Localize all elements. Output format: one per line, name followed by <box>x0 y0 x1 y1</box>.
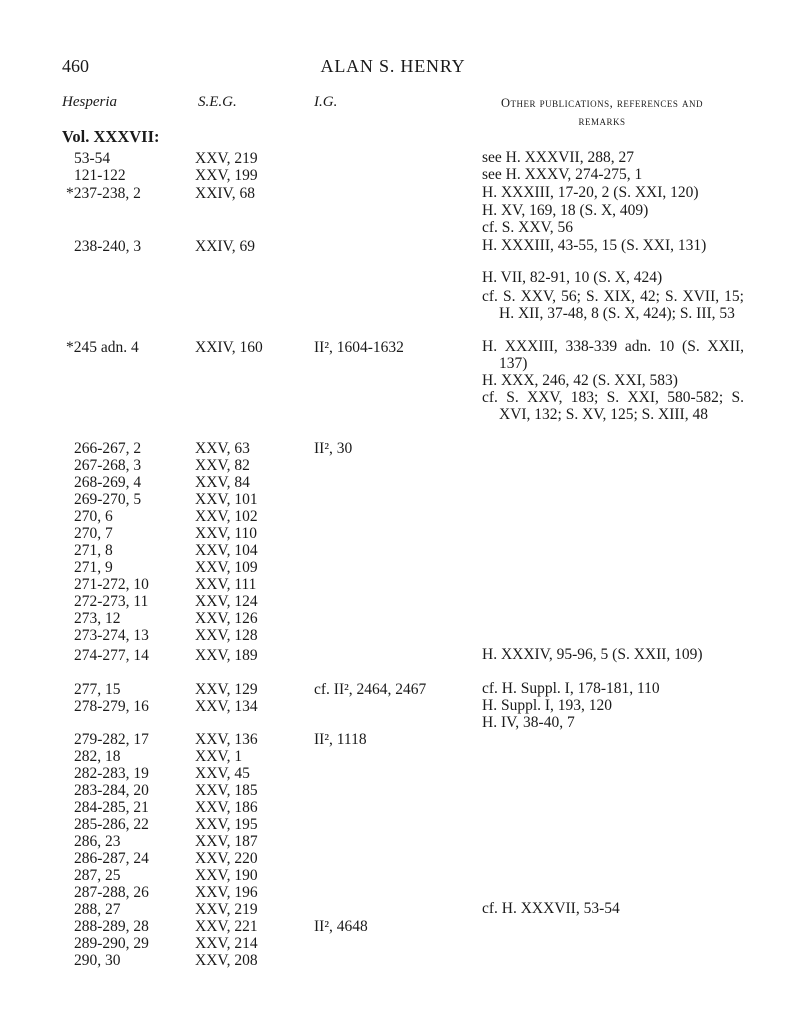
seg-cell: XXV, 45 <box>195 765 250 782</box>
seg-cell: XXV, 185 <box>195 782 258 799</box>
column-header-seg: S.E.G. <box>198 94 237 110</box>
hesperia-cell: 268-269, 4 <box>74 474 142 491</box>
hesperia-cell: 278-279, 16 <box>74 698 149 715</box>
hesperia-cell: 283-284, 20 <box>74 782 149 799</box>
seg-cell: XXV, 102 <box>195 508 258 525</box>
remarks-cell: H. Suppl. I, 193, 120 <box>482 697 613 714</box>
hesperia-cell: 279-282, 17 <box>74 731 149 748</box>
hesperia-cell: 288-289, 28 <box>74 918 149 935</box>
running-head: ALAN S. HENRY <box>320 56 466 76</box>
seg-cell: XXV, 129 <box>195 681 258 698</box>
hesperia-cell: *245 adn. 4 <box>66 339 139 356</box>
hesperia-cell: 121-122 <box>74 167 126 184</box>
seg-cell: XXV, 126 <box>195 610 258 627</box>
hesperia-cell: 271, 9 <box>74 559 113 576</box>
volume-label-text: Vol. XXXVII: <box>62 127 160 146</box>
seg-cell: XXV, 84 <box>195 474 250 491</box>
hesperia-cell: 286, 23 <box>74 833 121 850</box>
seg-cell: XXV, 109 <box>195 559 258 576</box>
hesperia-cell: 286-287, 24 <box>74 850 149 867</box>
seg-cell: XXV, 104 <box>195 542 258 559</box>
hesperia-cell: 288, 27 <box>74 901 121 918</box>
remarks-cell: cf. H. XXXVII, 53-54 <box>482 900 620 917</box>
hesperia-cell: 269-270, 5 <box>74 491 142 508</box>
seg-cell: XXIV, 68 <box>195 185 255 202</box>
seg-cell: XXV, 199 <box>195 167 258 184</box>
hesperia-cell: 270, 7 <box>74 525 113 542</box>
ig-cell: II², 30 <box>314 440 353 457</box>
remarks-cell: cf. S. XXV, 56; S. XIX, 42; S. XVII, 15; H. XII, 37-48, 8 (S. X, 424); S. III, 53 <box>482 288 744 322</box>
hesperia-cell: 267-268, 3 <box>74 457 142 474</box>
hesperia-cell: 287-288, 26 <box>74 884 149 901</box>
remarks-cell: see H. XXXVII, 288, 27 <box>482 149 634 166</box>
remarks-cell: H. IV, 38-40, 7 <box>482 714 575 731</box>
hesperia-cell: 271-272, 10 <box>74 576 149 593</box>
hesperia-cell: 272-273, 11 <box>74 593 149 610</box>
remarks-cell: cf. S. XXV, 183; S. XXI, 580-582; S. XVI, 132; S. XV, 125; S. XIII, 48 <box>482 389 744 423</box>
hesperia-cell: 270, 6 <box>74 508 113 525</box>
hesperia-cell: 284-285, 21 <box>74 799 149 816</box>
hesperia-cell: 271, 8 <box>74 542 113 559</box>
page-number: 460 <box>62 56 89 76</box>
hesperia-cell: 290, 30 <box>74 952 121 969</box>
hesperia-cell: 238-240, 3 <box>74 238 142 255</box>
remarks-cell: H. XXXIII, 17-20, 2 (S. XXI, 120) <box>482 184 699 201</box>
seg-cell: XXV, 110 <box>195 525 258 542</box>
seg-cell: XXV, 111 <box>195 576 257 593</box>
seg-cell: XXV, 220 <box>195 850 258 867</box>
seg-cell: XXV, 208 <box>195 952 258 969</box>
seg-cell: XXV, 124 <box>195 593 258 610</box>
seg-cell: XXIV, 160 <box>195 339 263 356</box>
seg-cell: XXV, 190 <box>195 867 258 884</box>
ig-cell: cf. II², 2464, 2467 <box>314 681 427 698</box>
remarks-cell: H. VII, 82-91, 10 (S. X, 424) <box>482 269 663 286</box>
hesperia-cell: 273-274, 13 <box>74 627 149 644</box>
hesperia-cell: 282, 18 <box>74 748 121 765</box>
hesperia-cell: 274-277, 14 <box>74 647 149 664</box>
hesperia-cell: 273, 12 <box>74 610 121 627</box>
ig-cell: II², 4648 <box>314 918 368 935</box>
remarks-cell: cf. S. XXV, 56 <box>482 219 573 236</box>
seg-cell: XXV, 219 <box>195 901 258 918</box>
remarks-cell: cf. H. Suppl. I, 178-181, 110 <box>482 680 660 697</box>
remarks-cell: H. XXXIII, 43-55, 15 (S. XXI, 131) <box>482 237 707 254</box>
seg-cell: XXV, 186 <box>195 799 258 816</box>
seg-cell: XXV, 187 <box>195 833 258 850</box>
remarks-cell: H. XV, 169, 18 (S. X, 409) <box>482 202 649 219</box>
seg-cell: XXV, 63 <box>195 440 250 457</box>
ig-cell: II², 1604-1632 <box>314 339 404 356</box>
seg-cell: XXV, 136 <box>195 731 258 748</box>
hesperia-cell: 285-286, 22 <box>74 816 149 833</box>
hesperia-cell: 287, 25 <box>74 867 121 884</box>
volume-label <box>62 127 160 147</box>
seg-cell: XXV, 219 <box>195 150 258 167</box>
seg-cell: XXV, 1 <box>195 748 243 765</box>
hesperia-cell: 289-290, 29 <box>74 935 149 952</box>
seg-cell: XXV, 196 <box>195 884 258 901</box>
seg-cell: XXIV, 69 <box>195 238 255 255</box>
hesperia-cell: *237-238, 2 <box>66 185 141 202</box>
column-header-ig: I.G. <box>314 94 338 110</box>
hesperia-cell: 277, 15 <box>74 681 121 698</box>
column-header-hesperia: Hesperia <box>62 94 117 110</box>
seg-cell: XXV, 101 <box>195 491 258 508</box>
seg-cell: XXV, 128 <box>195 627 258 644</box>
seg-cell: XXV, 189 <box>195 647 258 664</box>
seg-cell: XXV, 134 <box>195 698 258 715</box>
seg-cell: XXV, 195 <box>195 816 258 833</box>
remarks-cell: H. XXXIV, 95-96, 5 (S. XXII, 109) <box>482 646 703 663</box>
remarks-cell: see H. XXXV, 274-275, 1 <box>482 166 643 183</box>
hesperia-cell: 53-54 <box>74 150 111 167</box>
seg-cell: XXV, 82 <box>195 457 250 474</box>
ig-cell: II², 1118 <box>314 731 367 748</box>
hesperia-cell: 282-283, 19 <box>74 765 149 782</box>
remarks-cell: H. XXX, 246, 42 (S. XXI, 583) <box>482 372 678 389</box>
column-header-other: Other publications, references and remarks <box>500 96 704 128</box>
hesperia-cell: 266-267, 2 <box>74 440 142 457</box>
seg-cell: XXV, 214 <box>195 935 258 952</box>
remarks-cell: H. XXXIII, 338-339 adn. 10 (S. XXII, 137) <box>482 338 744 372</box>
seg-cell: XXV, 221 <box>195 918 258 935</box>
